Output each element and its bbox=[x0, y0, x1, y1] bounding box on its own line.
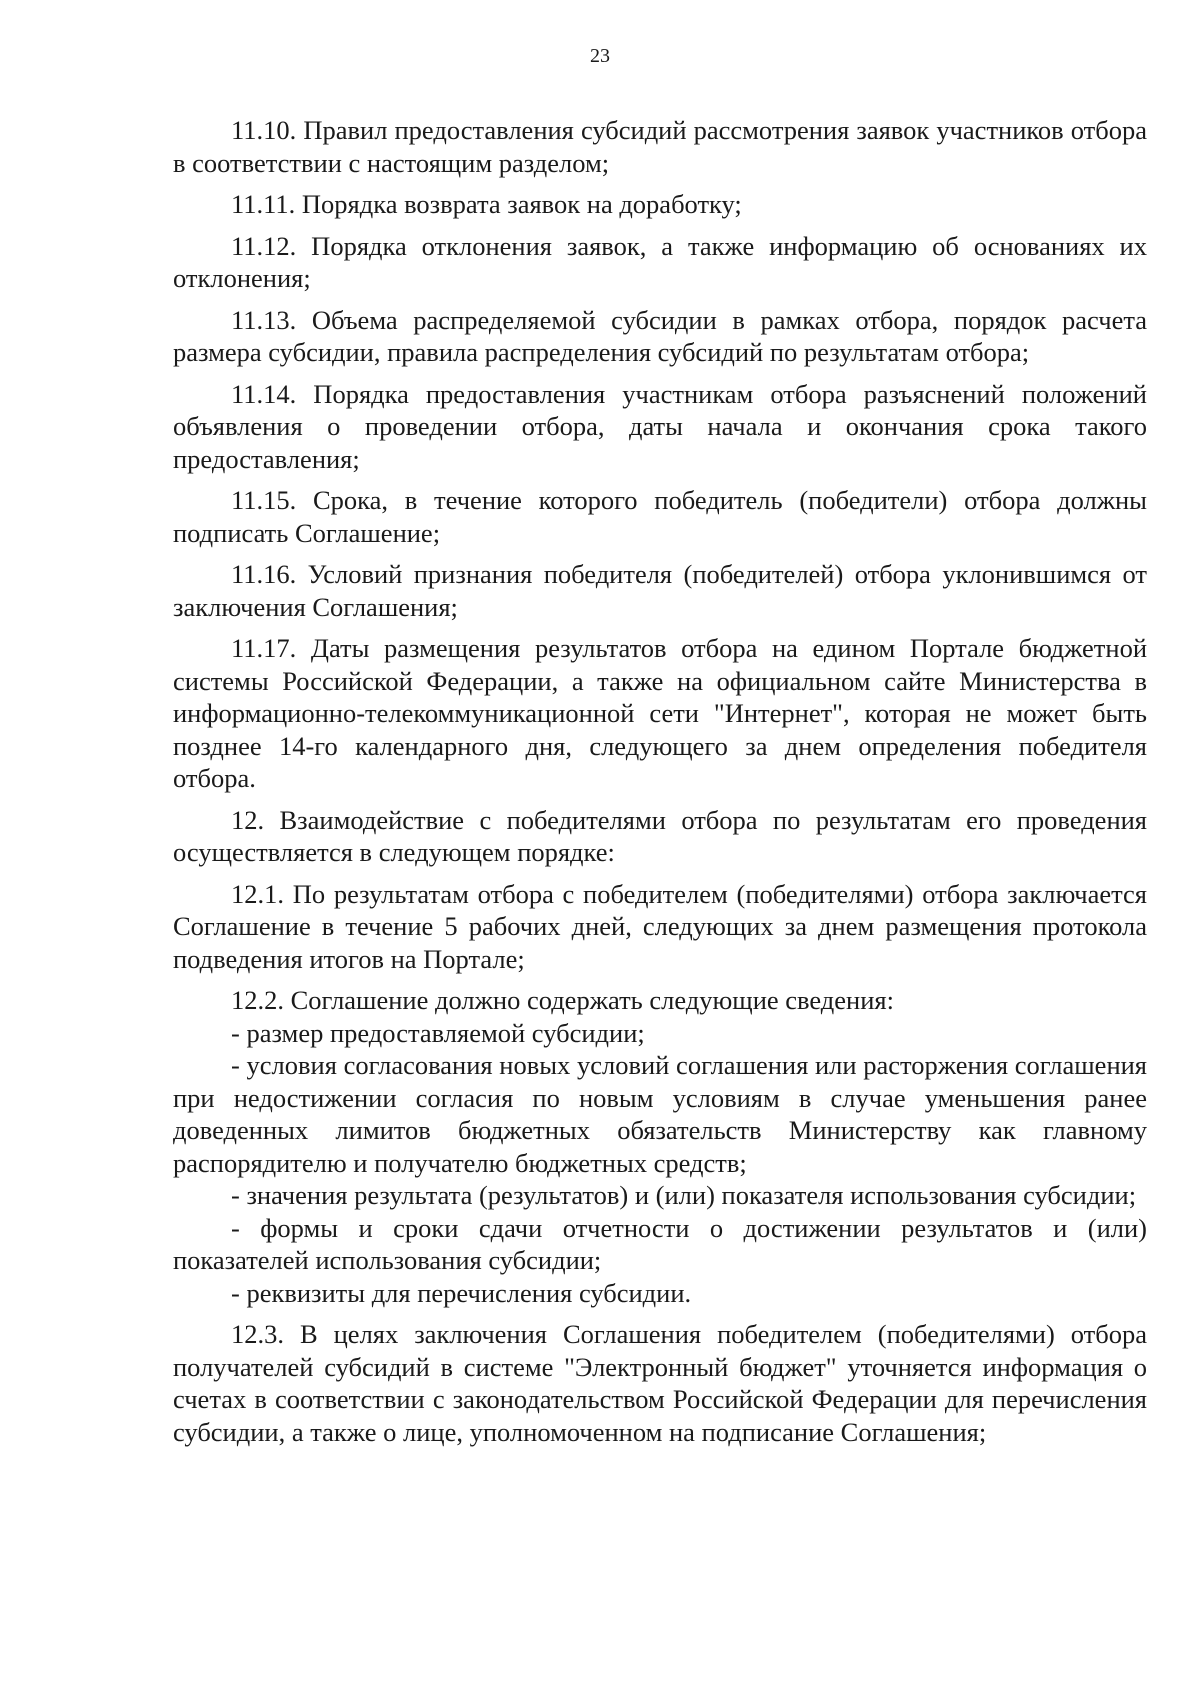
paragraph-11-12: 11.12. Порядка отклонения заявок, а также информацию об основаниях их отклонения; bbox=[173, 230, 1147, 293]
paragraph-12-3: 12.3. В целях заключения Соглашения победителем (победителями) отбора получателей субсидий в системе "Электронный бюджет" уточняется информация о счетах в соответствии с законодательством Российской Федерации для перечисления субсидии, а также о лице, уполномоченном на подписание Соглашения; bbox=[173, 1319, 1147, 1447]
paragraph-11-10: 11.10. Правил предоставления субсидий рассмотрения заявок участников отбора в соответствии с настоящим разделом; bbox=[173, 115, 1147, 178]
paragraph-11-15: 11.15. Срока, в течение которого победитель (победители) отбора должны подписать Соглашение; bbox=[173, 485, 1147, 548]
paragraph-12-2: 12.2. Соглашение должно содержать следующие сведения: bbox=[231, 985, 894, 1015]
paragraph-11-17: 11.17. Даты размещения результатов отбора на едином Портале бюджетной системы Российской Федерации, а также на официальном сайте Министерства в информационно-телекоммуникационной сети "Интернет", которая не может быть позднее 14-го календарного дня, следующего за днем определения победителя отбора. bbox=[173, 633, 1147, 793]
list-item-payment-details: - реквизиты для перечисления субсидии. bbox=[231, 1277, 692, 1308]
list-item-subsidy-amount: - размер предоставляемой субсидии; bbox=[231, 1017, 645, 1048]
paragraph-11-16: 11.16. Условий признания победителя (победителей) отбора уклонившимся от заключения Соглашения; bbox=[173, 559, 1147, 622]
document-body bbox=[173, 114, 1147, 1457]
paragraph-12: 12. Взаимодействие с победителями отбора по результатам его проведения осуществляется в следующем порядке: bbox=[173, 804, 1147, 867]
paragraph-12-1: 12.1. По результатам отбора с победителем (победителями) отбора заключается Соглашение в течение 5 рабочих дней, следующих за днем размещения протокола подведения итогов на Портале; bbox=[173, 878, 1147, 974]
paragraph-11-13: 11.13. Объема распределяемой субсидии в рамках отбора, порядок расчета размера субсидии, правила распределения субсидий по результатам отбора; bbox=[173, 304, 1147, 367]
list-item-reporting-forms: - формы и сроки сдачи отчетности о достижении результатов и (или) показателей использования субсидии; bbox=[173, 1212, 1147, 1275]
list-item-result-values: - значения результата (результатов) и (или) показателя использования субсидии; bbox=[231, 1180, 1137, 1210]
page-number: 23 bbox=[590, 45, 610, 67]
paragraph-11-14: 11.14. Порядка предоставления участникам отбора разъяснений положений объявления о проведении отбора, даты начала и окончания срока такого предоставления; bbox=[173, 378, 1147, 474]
list-item-agreement-conditions: - условия согласования новых условий соглашения или расторжения соглашения при недостижении согласия по новым условиям в случае уменьшения ранее доведенных лимитов бюджетных обязательств Министерству как главному распорядителю и получателю бюджетных средств; bbox=[173, 1050, 1147, 1178]
paragraph-11-11: 11.11. Порядка возврата заявок на доработку; bbox=[231, 189, 742, 219]
